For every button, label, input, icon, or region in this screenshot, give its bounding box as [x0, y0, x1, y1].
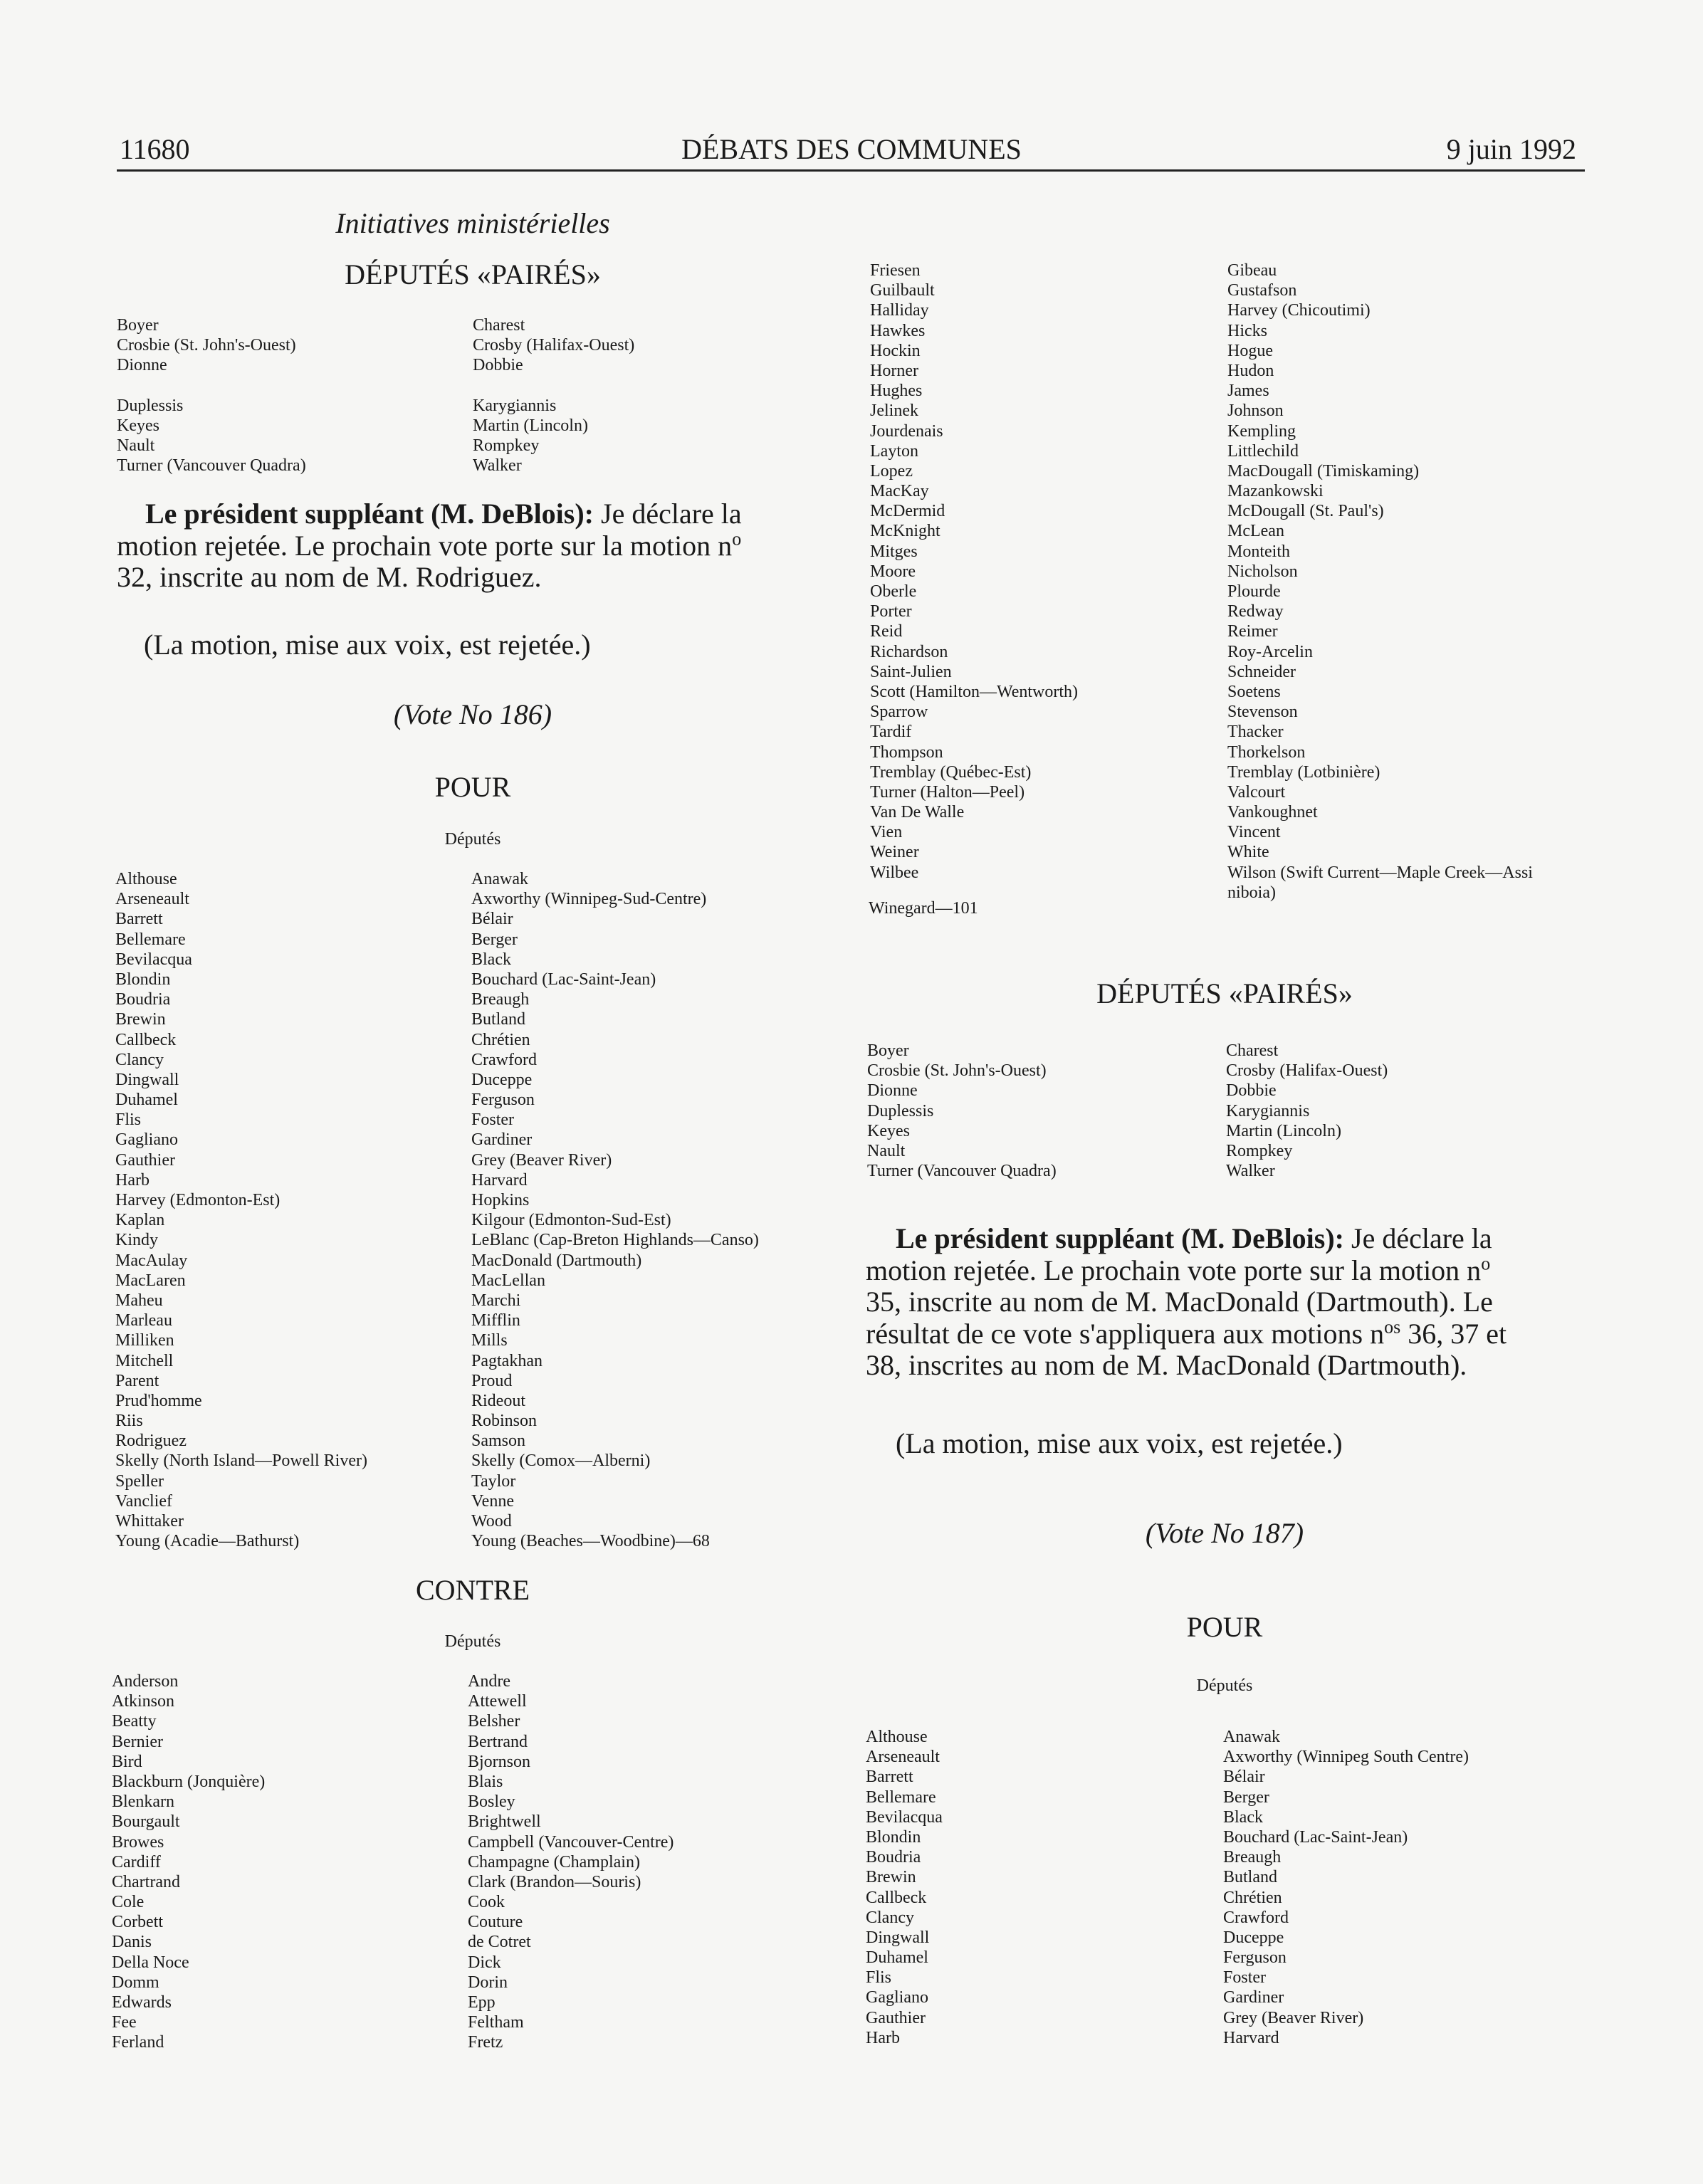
member-name: Arseneault: [866, 1748, 940, 1767]
pour-heading-right: POUR: [1186, 1611, 1263, 1643]
motion-result-left: (La motion, mise aux voix, est rejetée.): [144, 629, 591, 661]
member-name: Thacker: [1227, 723, 1284, 742]
member-name: Van De Walle: [870, 803, 965, 822]
member-name: Duhamel: [115, 1091, 178, 1110]
member-name: Crawford: [1223, 1908, 1289, 1927]
member-name: MacKay: [870, 482, 929, 501]
member-name: Attewell: [468, 1692, 527, 1711]
member-name: Bosley: [468, 1792, 515, 1812]
member-name: Keyes: [117, 416, 159, 435]
speaker: Le président suppléant (M. DeBlois):: [896, 1222, 1344, 1254]
member-name: Hockin: [870, 341, 921, 360]
member-name: Fretz: [468, 2033, 503, 2052]
member-name: Vincent: [1227, 823, 1281, 842]
member-name: Grey (Beaver River): [471, 1150, 612, 1170]
member-name: Gibeau: [1227, 261, 1277, 280]
member-name: Speller: [115, 1471, 164, 1491]
member-name: Althouse: [115, 870, 177, 888]
member-name: Taylor: [471, 1471, 516, 1491]
member-name: Turner (Vancouver Quadra): [867, 1162, 1057, 1181]
member-name: MacLellan: [471, 1271, 545, 1290]
member-name: Harb: [866, 2028, 900, 2047]
member-name: White: [1227, 843, 1269, 862]
member-name: Walker: [1226, 1162, 1275, 1181]
member-name: Dobbie: [473, 356, 523, 375]
member-name: Jelinek: [870, 401, 918, 421]
section-title: Initiatives ministérielles: [335, 207, 610, 239]
member-name: Harvey (Chicoutimi): [1227, 301, 1371, 320]
member-name: Cole: [112, 1893, 145, 1912]
contre-list-186-col1: [112, 1671, 265, 2053]
member-name: Friesen: [870, 261, 921, 280]
member-name: Della Noce: [112, 1953, 189, 1972]
member-name: Weiner: [870, 843, 919, 862]
pour-list-186-col1: [115, 869, 367, 1551]
member-name: Feltham: [468, 2013, 524, 2032]
speech-right: Le président suppléant (M. DeBlois): Je déclare la motion rejetée. Le prochain vote porte sur la motion $n^o$ 35, inscrite au nom de M. MacDonald (Dartmouth). Le résultat de ce vote s'appliquera aux motions $n^{os}$ 36, 37 et 38, inscrites au nom de M. MacDonald (Dartmouth).: [866, 1222, 1507, 1381]
member-name: Harb: [115, 1170, 150, 1190]
member-name: Callbeck: [866, 1888, 927, 1907]
member-name: Black: [1223, 1807, 1263, 1827]
member-name: Gardiner: [471, 1130, 533, 1150]
member-name: Riis: [115, 1412, 143, 1431]
member-name: Butland: [471, 1010, 525, 1029]
member-name: Foster: [471, 1111, 514, 1130]
member-name: Boudria: [115, 990, 171, 1009]
member-name: Andre: [468, 1672, 510, 1691]
member-name: Mitchell: [115, 1351, 174, 1370]
member-name: Bevilacqua: [115, 950, 192, 969]
paired-heading-right: DÉPUTÉS «PAIRÉS»: [1096, 977, 1353, 1009]
member-name: Bird: [112, 1752, 142, 1771]
member-name: Nicholson: [1227, 562, 1298, 581]
member-name: Dionne: [117, 356, 167, 375]
member-name: Porter: [870, 602, 912, 621]
member-name: Young (Acadie—Bathurst): [115, 1532, 300, 1551]
member-name: Horner: [870, 361, 918, 380]
member-name: Crosby (Halifax-Ouest): [473, 336, 635, 355]
member-name: Edwards: [112, 1993, 172, 2012]
member-name: Thompson: [870, 742, 943, 762]
member-name: Hogue: [1227, 341, 1273, 360]
member-name: Boudria: [866, 1848, 921, 1867]
member-name: McKnight: [870, 522, 940, 541]
member-name: Hicks: [1227, 321, 1267, 340]
pour-heading-left: POUR: [434, 771, 511, 803]
member-name: MacAulay: [115, 1251, 188, 1270]
member-name: Bellemare: [115, 930, 186, 949]
member-name: Clancy: [866, 1908, 914, 1927]
member-name: Layton: [870, 441, 918, 461]
member-name: Plourde: [1227, 582, 1281, 601]
member-name: Clark (Brandon—Souris): [468, 1872, 641, 1891]
member-name: Arseneault: [115, 890, 189, 909]
member-name: Karygiannis: [1226, 1101, 1310, 1120]
member-name: Milliken: [115, 1331, 174, 1350]
member-name: Maheu: [115, 1291, 163, 1310]
member-name: Tardif: [870, 723, 912, 742]
member-name: Parent: [115, 1371, 159, 1390]
member-name: Dingwall: [115, 1070, 179, 1089]
contre-list-186-col4: [1227, 261, 1533, 903]
member-name: Atkinson: [112, 1692, 175, 1711]
member-name: Saint-Julien: [870, 662, 952, 681]
member-name: Charest: [1226, 1041, 1279, 1060]
member-name: Berger: [1223, 1787, 1269, 1807]
member-name: James: [1227, 382, 1269, 401]
member-name: MacLaren: [115, 1271, 186, 1290]
member-name: Ferguson: [1223, 1948, 1287, 1968]
member-name: Gauthier: [115, 1150, 175, 1170]
member-name: Bellemare: [866, 1787, 936, 1807]
paired-heading-left: DÉPUTÉS «PAIRÉS»: [345, 258, 601, 290]
member-name: Beatty: [112, 1712, 157, 1731]
member-name: Champagne (Champlain): [468, 1852, 640, 1871]
member-name: McLean: [1227, 522, 1284, 541]
member-name: Callbeck: [115, 1030, 177, 1049]
member-name: Proud: [471, 1371, 513, 1390]
member-name: Barrett: [866, 1768, 913, 1787]
member-name: Anderson: [112, 1672, 179, 1691]
member-name: Reimer: [1227, 622, 1278, 641]
member-name: Bjornson: [468, 1752, 531, 1771]
member-name: Gagliano: [115, 1130, 178, 1150]
member-name: Axworthy (Winnipeg South Centre): [1223, 1748, 1469, 1767]
pour-list-186-col2: [471, 869, 759, 1551]
member-name: Martin (Lincoln): [473, 416, 588, 435]
member-name: Hughes: [870, 382, 923, 401]
member-name: Turner (Vancouver Quadra): [117, 456, 306, 476]
member-name: Whittaker: [115, 1512, 184, 1531]
member-name: Campbell (Vancouver-Centre): [468, 1832, 674, 1852]
member-name: Black: [471, 950, 511, 969]
member-name: Moore: [870, 562, 916, 581]
paired-list-right-col2: [1226, 1041, 1388, 1181]
member-name: Crawford: [471, 1050, 537, 1069]
member-name: Domm: [112, 1973, 159, 1992]
member-name: Stevenson: [1227, 703, 1298, 722]
member-name: Duceppe: [471, 1070, 533, 1089]
member-name: Schneider: [1227, 662, 1296, 681]
member-name: Kaplan: [115, 1211, 165, 1230]
pour-subheading-left: Députés: [444, 830, 501, 849]
member-name: Richardson: [870, 642, 948, 661]
member-name: Prud'homme: [115, 1391, 202, 1410]
member-name: Redway: [1227, 602, 1284, 621]
member-name: Grey (Beaver River): [1223, 2008, 1364, 2027]
member-name: Couture: [468, 1913, 523, 1932]
member-name: Soetens: [1227, 682, 1281, 701]
member-name: Scott (Hamilton—Wentworth): [870, 682, 1079, 701]
member-name: Halliday: [870, 301, 929, 320]
member-name: Breaugh: [1223, 1848, 1282, 1867]
member-name: Crosbie (St. John's-Ouest): [867, 1061, 1047, 1081]
member-name: Kilgour (Edmonton-Sud-Est): [471, 1211, 671, 1230]
member-name: Samson: [471, 1432, 526, 1451]
member-name: Bernier: [112, 1732, 163, 1751]
member-name: Turner (Halton—Peel): [870, 782, 1025, 802]
member-name: Boyer: [867, 1041, 909, 1060]
member-name: Chrétien: [471, 1030, 530, 1049]
member-name: Blenkarn: [112, 1792, 174, 1812]
member-name: Vankoughnet: [1227, 803, 1318, 822]
member-name: Vien: [870, 823, 903, 842]
member-name: Gardiner: [1223, 1988, 1284, 2007]
member-name: Duceppe: [1223, 1928, 1284, 1947]
member-name: Bouchard (Lac-Saint-Jean): [1223, 1827, 1408, 1847]
member-name: Flis: [866, 1968, 892, 1988]
paired-list-left-col1: [117, 315, 306, 476]
member-name: Blondin: [115, 970, 171, 989]
member-name: Hawkes: [870, 321, 926, 340]
contre-heading-left: CONTRE: [416, 1574, 530, 1606]
contre-subheading-left: Députés: [444, 1632, 501, 1651]
contre-list-186-col3: [870, 261, 1078, 883]
member-name: Venne: [471, 1491, 514, 1511]
member-name: Monteith: [1227, 542, 1290, 561]
member-name: Nault: [867, 1141, 906, 1160]
member-name: Kindy: [115, 1231, 158, 1250]
member-name: Thorkelson: [1227, 742, 1306, 762]
member-name: McDougall (St. Paul's): [1227, 502, 1384, 521]
member-name: Blondin: [866, 1827, 921, 1847]
member-name: Harvard: [1223, 2028, 1279, 2047]
member-name: Mitges: [870, 542, 918, 561]
member-name: Epp: [468, 1993, 496, 2012]
member-name: Barrett: [115, 910, 163, 929]
member-name: Chartrand: [112, 1872, 180, 1891]
member-name: Harvey (Edmonton-Est): [115, 1191, 281, 1209]
member-name: Roy-Arcelin: [1227, 642, 1313, 661]
member-name: McDermid: [870, 502, 945, 521]
member-name: Bélair: [471, 910, 513, 929]
member-name: Skelly (Comox—Alberni): [471, 1451, 651, 1471]
member-name: Dobbie: [1226, 1081, 1277, 1101]
member-name: Crosbie (St. John's-Ouest): [117, 336, 296, 355]
pour-list-187-col1: [866, 1727, 943, 2048]
member-name: Cardiff: [112, 1852, 161, 1871]
member-name: Tremblay (Lotbinière): [1227, 762, 1380, 782]
member-name: Wood: [471, 1512, 512, 1531]
member-name: Johnson: [1227, 401, 1284, 421]
member-name: Ferguson: [471, 1091, 535, 1110]
member-name: Bélair: [1223, 1768, 1265, 1787]
member-name: Dionne: [867, 1081, 918, 1101]
speaker: Le président suppléant (M. DeBlois):: [145, 498, 594, 530]
member-name: Marleau: [115, 1311, 172, 1330]
member-name: Duplessis: [117, 396, 184, 415]
member-name: Valcourt: [1227, 782, 1286, 802]
member-name: Blackburn (Jonquière): [112, 1772, 266, 1791]
header-rule: [117, 169, 1585, 172]
member-name: Mifflin: [471, 1311, 520, 1330]
member-name: Gustafson: [1227, 281, 1297, 300]
member-name: Anawak: [471, 870, 528, 888]
member-name: Ferland: [112, 2033, 164, 2052]
member-name: Wilbee: [870, 863, 919, 882]
paired-list-right-col1: [867, 1041, 1057, 1181]
member-name: Browes: [112, 1832, 164, 1852]
member-name: niboia): [1227, 883, 1276, 902]
member-name: Crosby (Halifax-Ouest): [1226, 1061, 1388, 1081]
member-name: Nault: [117, 436, 155, 456]
journal-title: DÉBATS DES COMMUNES: [681, 133, 1022, 165]
pour-list-187-col2: [1223, 1727, 1469, 2048]
member-name: Martin (Lincoln): [1226, 1121, 1341, 1140]
member-name: Bourgault: [112, 1812, 180, 1832]
member-name: Dick: [468, 1953, 501, 1972]
page-number: 11680: [120, 133, 190, 165]
member-name: Brightwell: [468, 1812, 541, 1832]
member-name: Sparrow: [870, 703, 928, 722]
member-name: Vanclief: [115, 1491, 172, 1511]
member-name: Breaugh: [471, 990, 530, 1009]
member-name: Flis: [115, 1111, 142, 1130]
member-name: Pagtakhan: [471, 1351, 543, 1370]
member-name: Bevilacqua: [866, 1807, 943, 1827]
member-name: Gagliano: [866, 1988, 928, 2007]
member-name: Bertrand: [468, 1732, 528, 1751]
member-name: Anawak: [1223, 1728, 1280, 1746]
member-name: Boyer: [117, 316, 159, 335]
member-name: Mazankowski: [1227, 482, 1324, 501]
member-name: Cook: [468, 1893, 505, 1912]
member-name: Brewin: [115, 1010, 166, 1029]
member-name: Gauthier: [866, 2008, 926, 2027]
member-name: Bouchard (Lac-Saint-Jean): [471, 970, 656, 989]
member-name: Brewin: [866, 1868, 916, 1887]
member-name: Hopkins: [471, 1191, 530, 1209]
member-name: Rodriguez: [115, 1432, 187, 1451]
member-name: Harvard: [471, 1170, 528, 1190]
member-name: Belsher: [468, 1712, 520, 1731]
issue-date: 9 juin 1992: [1446, 133, 1576, 165]
member-name: Littlechild: [1227, 441, 1299, 461]
member-name: Skelly (North Island—Powell River): [115, 1451, 367, 1471]
member-name: Duhamel: [866, 1948, 928, 1968]
member-name: MacDougall (Timiskaming): [1227, 461, 1420, 481]
member-name: Reid: [870, 622, 903, 641]
member-name: Corbett: [112, 1913, 163, 1932]
pour-subheading-right: Députés: [1196, 1676, 1253, 1695]
speech-left: Le président suppléant (M. DeBlois): Je déclare la motion rejetée. Le prochain vote porte sur la motion $n^o$ 32, inscrite au nom de M. Rodriguez.: [117, 498, 742, 593]
member-name: Dingwall: [866, 1928, 930, 1947]
member-name: Guilbault: [870, 281, 935, 300]
member-name: Hudon: [1227, 361, 1274, 380]
member-name: Chrétien: [1223, 1888, 1282, 1907]
member-name: Berger: [471, 930, 518, 949]
member-name: Rompkey: [1226, 1141, 1293, 1160]
member-name: Lopez: [870, 461, 913, 481]
member-name: Robinson: [471, 1412, 538, 1431]
member-name: LeBlanc (Cap-Breton Highlands—Canso): [471, 1231, 759, 1250]
member-name: Rompkey: [473, 436, 540, 456]
list-spacer: [473, 376, 634, 396]
member-name: Danis: [112, 1933, 152, 1952]
member-name: Blais: [468, 1772, 503, 1791]
member-name: Butland: [1223, 1868, 1277, 1887]
member-name: Rideout: [471, 1391, 525, 1410]
member-name: Jourdenais: [870, 421, 943, 441]
member-name: Keyes: [867, 1121, 910, 1140]
member-name: Mills: [471, 1331, 508, 1350]
member-name: Tremblay (Québec-Est): [870, 762, 1032, 782]
member-name: Dorin: [468, 1973, 508, 1992]
member-name: MacDonald (Dartmouth): [471, 1251, 642, 1270]
member-name: Clancy: [115, 1050, 164, 1069]
member-name: Marchi: [471, 1291, 521, 1310]
member-name: Axworthy (Winnipeg-Sud-Centre): [471, 890, 707, 909]
contre-list-186-col2: [468, 1671, 674, 2053]
member-name: Duplessis: [867, 1101, 934, 1120]
member-name: Karygiannis: [473, 396, 557, 415]
member-name: Althouse: [866, 1728, 928, 1746]
member-name: de Cotret: [468, 1933, 531, 1952]
motion-result-right: (La motion, mise aux voix, est rejetée.): [896, 1427, 1343, 1459]
member-name: Young (Beaches—Woodbine)—68: [471, 1532, 710, 1551]
vote-number-186: (Vote No 186): [393, 698, 552, 730]
vote-number-187: (Vote No 187): [1145, 1517, 1304, 1549]
list-spacer: [117, 376, 306, 396]
member-name: Wilson (Swift Current—Maple Creek—Assi: [1227, 863, 1533, 882]
member-name: Oberle: [870, 582, 917, 601]
member-name: Kempling: [1227, 421, 1296, 441]
member-name: Fee: [112, 2013, 137, 2032]
contre-total-186: Winegard—101: [869, 899, 978, 918]
paired-list-left-col2: [473, 315, 634, 476]
member-name: Walker: [473, 456, 522, 476]
member-name: Charest: [473, 316, 525, 335]
member-name: Foster: [1223, 1968, 1266, 1988]
